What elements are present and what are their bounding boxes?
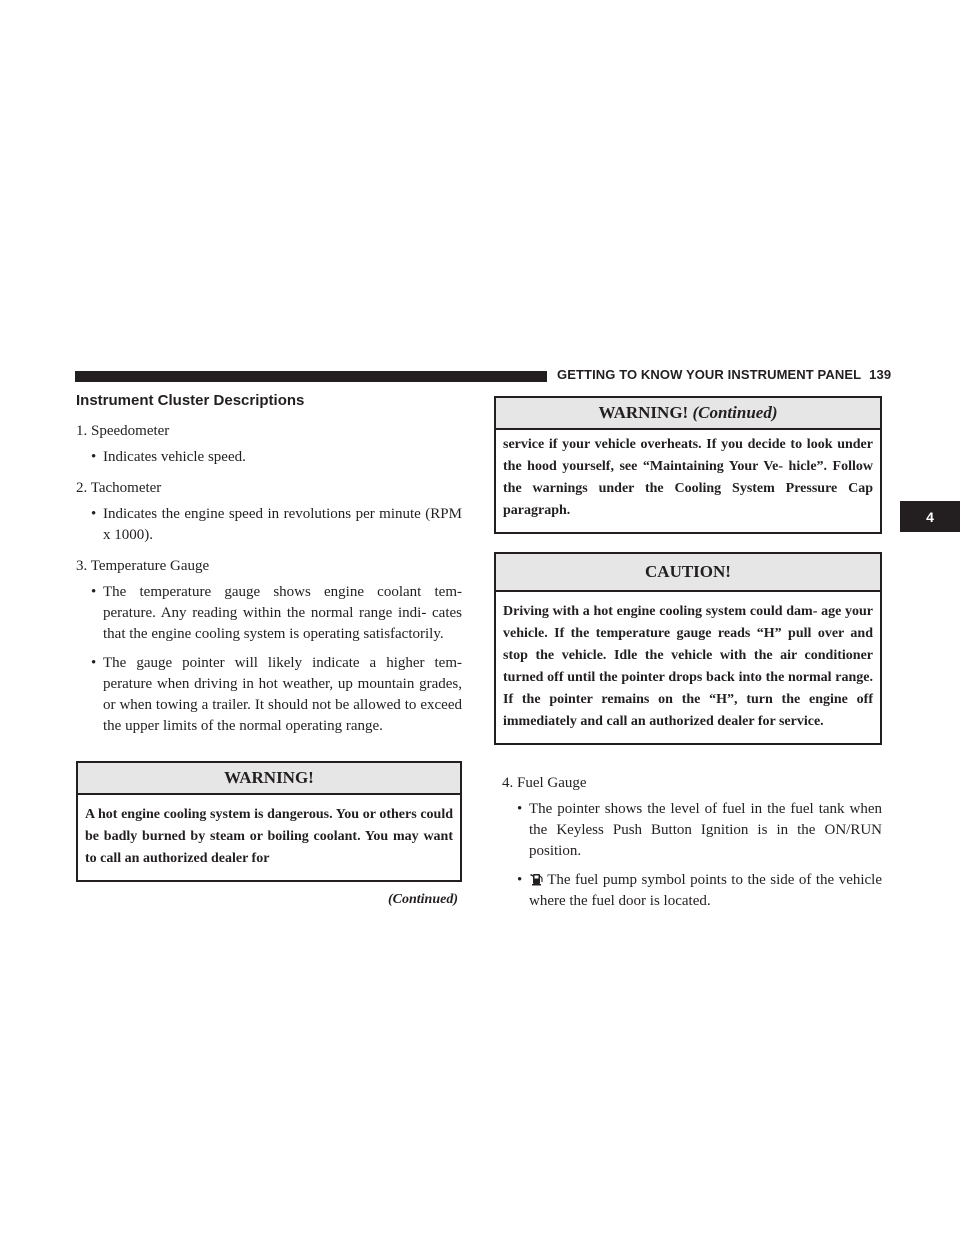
warning-continued-box <box>494 396 882 534</box>
section-heading: Instrument Cluster Descriptions <box>76 392 305 409</box>
header-rule <box>75 371 547 382</box>
warning-continued-body: service if your vehicle overheats. If you decide to look under the hood yourself, see “Maintaining Your Ve- hicle”. Follow the warnings under the Cooling System Pressure Cap paragraph. <box>503 437 873 518</box>
fuel-pump-icon <box>529 871 543 886</box>
bullet-text: • The gauge pointer will likely indicate a higher tem- perature when driving in hot weather, up mountain grades, or when towing a trailer. It should not be allowed to exceed the upper limits of the normal operating range. <box>91 655 462 734</box>
running-title: GETTING TO KNOW YOUR INSTRUMENT PANEL <box>557 367 862 382</box>
item-title: 3. Temperature Gauge <box>76 558 210 574</box>
warning-continued-title: WARNING! (Continued) <box>496 398 880 430</box>
running-header <box>557 367 891 382</box>
bullet-text: • Indicates vehicle speed. <box>76 447 462 468</box>
right-column <box>494 396 882 922</box>
bullet-text: • The temperature gauge shows engine coolant tem- perature. Any reading within the normal range indi- cates that the engine cooling system is operating satisfactorily. <box>91 584 462 642</box>
bullet-icon: • <box>91 506 97 522</box>
item-title: 1. Speedometer <box>76 423 170 439</box>
caution-body: Driving with a hot engine cooling system could dam- age your vehicle. If the temperature gauge reads “H” pull over and stop the vehicle. Idle the vehicle with the air conditioner turned off until the pointer drops back into the normal range. If the pointer remains on the “H”, turn the engine off immediately and call an authorized dealer for service. <box>503 604 873 729</box>
left-column <box>76 392 462 908</box>
warning-box <box>76 761 462 882</box>
list-item-tachometer <box>76 478 462 546</box>
bullet-icon: • <box>91 584 97 600</box>
warning-title: WARNING! <box>78 763 460 795</box>
bullet-text: • The fuel pump symbol points to the side of the vehicle where the fuel door is located. <box>517 872 882 909</box>
bullet-icon: • <box>517 801 523 817</box>
bullet-icon: • <box>517 872 523 888</box>
warning-body: A hot engine cooling system is dangerous. You or others could be badly burned by steam or boiling coolant. You may want to call an authorized dealer for <box>85 807 453 866</box>
continued-label: (Continued) <box>387 892 458 907</box>
bullet-text: • The pointer shows the level of fuel in the fuel tank when the Keyless Push Button Ignition is in the ON/RUN position. <box>517 801 882 859</box>
bullet-icon: • <box>91 655 97 671</box>
bullet-text: • Indicates the engine speed in revolutions per minute (RPM x 1000). <box>91 506 462 543</box>
caution-title: CAUTION! <box>496 554 880 592</box>
list-item-temperature-gauge <box>76 556 462 737</box>
bullet-icon: • <box>91 449 97 465</box>
list-item-fuel-gauge <box>494 773 882 912</box>
item-title: 4. Fuel Gauge <box>502 775 587 791</box>
chapter-tab[interactable]: 4 <box>900 501 960 532</box>
list-item-speedometer <box>76 421 462 468</box>
caution-box <box>494 552 882 745</box>
page-number: 139 <box>869 367 892 382</box>
item-title: 2. Tachometer <box>76 480 162 496</box>
